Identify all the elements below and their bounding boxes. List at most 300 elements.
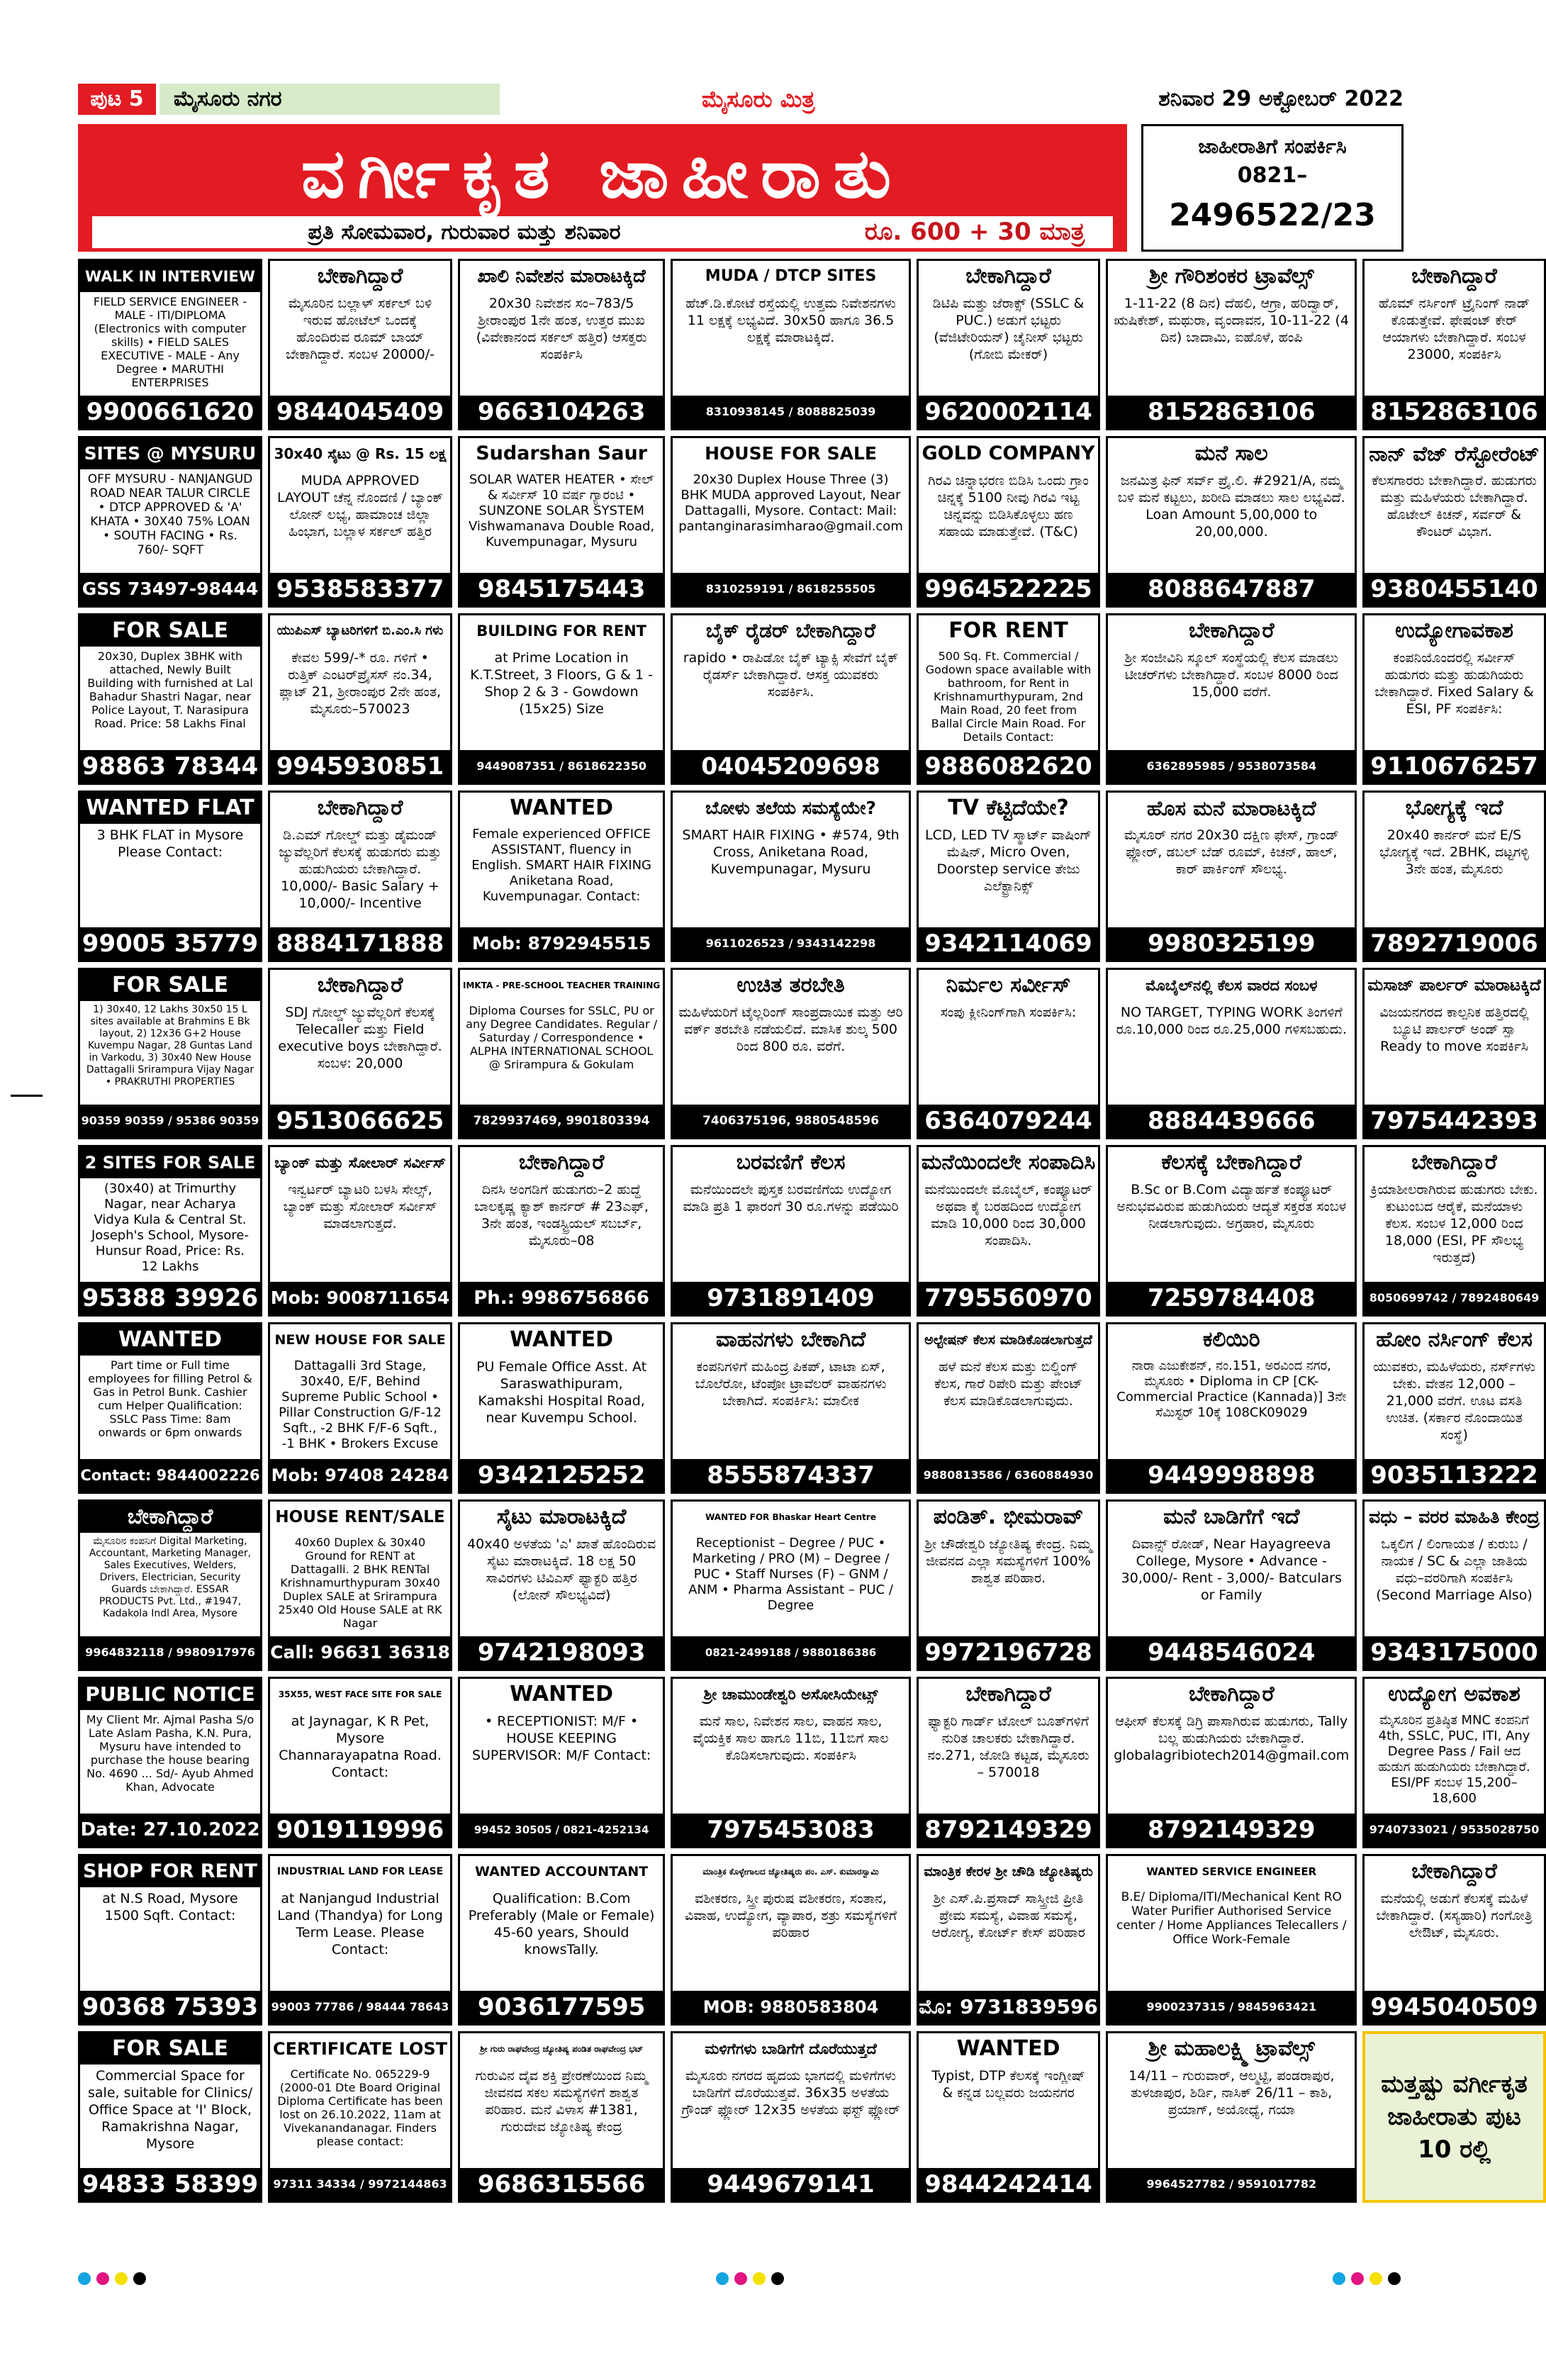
ad-phone-number: 8152863106 [1108, 396, 1355, 428]
newspaper-name: ಮೈಸೂರು ಮಿತ್ರ [702, 86, 815, 113]
ad-phone-number: 9342125252 [460, 1459, 663, 1492]
ad-body: B.E/ Diploma/ITI/Mechanical Kent RO Water Purifier Authorised Service center / Home Appliances Telecallers / Office Work-Female [1116, 1890, 1347, 1947]
ad-body: My Client Mr. Ajmal Pasha S/o Late Aslam Pasha, K.N. Pura, Mysuru have intended to purchase the house bearing No. 4690 ... Sd/- Ayub Ahmed Khan, Advocate [86, 1713, 254, 1794]
ad-body: 20x30 ನಿವೇಶನ ಸಂ–783/5 ಶ್ರೀರಾಂಪುರ 1ನೇ ಹಂತ, ಉತ್ತರ ಮುಖ (ವಿವೇಕಾನಂದ ಸರ್ಕಲ್ ಹತ್ತಿರ) ಆಸಕ್ತರು ಸಂಪರ್ಕಿಸಿ [476, 296, 647, 362]
ad-body: SMART HAIR FIXING • #574, 9th Cross, Aniketana Road, Kuvempunagar, Mysuru [682, 827, 900, 877]
ad-body: ನಾರಾ ಎಜುಕೇಶನ್, ನಂ.151, ಅರವಿಂದ ನಗರ, ಮೈಸೂರು • Diploma in CP [CK- Commercial Practice (Kannada)] 3ನೇ ಸೆಮಿಸ್ಟರ್ 10ಕ್ಕೆ 108CK09029 [1116, 1358, 1347, 1420]
ad-heading: WANTED ACCOUNTANT [475, 1864, 649, 1879]
ad-heading: ನಾನ್ ವೆಜ್ ರೆಸ್ಟೋರೆಂಟ್ [1369, 442, 1540, 466]
ad-body: 3 BHK FLAT in Mysore Please Contact: [96, 827, 244, 860]
ad-phone-number: 95388 39926 [80, 1282, 260, 1314]
ad-heading: GOLD COMPANY [922, 442, 1095, 464]
ad-heading: ಮನೆ ಬಾಡಿಗೆಗೆ ಇದೆ [1163, 1504, 1300, 1529]
classified-ad [458, 436, 665, 608]
ad-body: 20x30 Duplex House Three (3) BHK MUDA approved Layout, Near Dattagalli, Mysore. Contact: Mail: pantanginarasimharao@gmail.com [678, 472, 903, 534]
contact-label: ಜಾಹೀರಾತಿಗೆ ಸಂಪರ್ಕಿಸಿ [1198, 135, 1347, 158]
ad-heading: ಉದ್ಯೋಗಾವಕಾಶ [1395, 618, 1513, 643]
ad-heading: BUILDING FOR RENT [476, 622, 646, 639]
classified-ad [671, 1322, 911, 1494]
classified-ad [1106, 1499, 1357, 1671]
classified-ad [1362, 1499, 1545, 1671]
ad-phone-number: 9945930851 [270, 750, 450, 783]
classified-ad [268, 436, 452, 608]
color-registration-dots-center [716, 2272, 790, 2288]
ad-heading: ಬೇಕಾಗಿದ್ದಾರೆ [317, 264, 403, 289]
ad-body: ವಿಜಯನಗರದ ಕಾಲ್ಪನಿಕ ಹತ್ತಿರದಲ್ಲಿ ಬ್ಯೂಟಿ ಪಾರ್ಲರ್ ಅಂಡ್ ಸ್ಪಾ Ready to move ಸಂಪರ್ಕಿಸಿ [1379, 1005, 1529, 1054]
ad-heading: ಶ್ರೀ ಚಾಮುಂಡೇಶ್ವರಿ ಅಸೋಸಿಯೇಟ್ಸ್ [703, 1686, 878, 1703]
classified-ad [458, 259, 665, 430]
classified-ad [268, 2031, 452, 2203]
ad-body: ಮಹಿಳೆಯರಿಗೆ ಟೈಲ್ಲರಿಂಗ್ ಸಾಂಪ್ರದಾಯಿಕ ಮತ್ತು ಆರಿ ವರ್ಕ್ ತರಬೇತಿ ನಡೆಯಲಿದೆ. ಮಾಸಿಕ ಶುಲ್ಕ 500 ರಿಂದ 800 ರೂ. ವರೆಗೆ. [678, 1005, 903, 1054]
ad-heading: WANTED SERVICE ENGINEER [1146, 1865, 1317, 1878]
classified-ad [917, 2031, 1100, 2203]
ad-heading: ಅಲ್ಟೇಷನ್ ಕೆಲಸ ಮಾಡಿಕೊಡಲಾಗುತ್ತದೆ [924, 1332, 1092, 1348]
ad-body: 20x40 ಕಾರ್ನರ್ ಮನೆ E/S ಭೋಗ್ಯಕ್ಕೆ ಇದೆ. 2BHK, ದಟ್ಟಗಳ್ಳಿ 3ನೇ ಹಂತ, ಮೈಸೂರು [1379, 827, 1529, 877]
ad-heading: WANTED [510, 1327, 614, 1352]
classified-ad [671, 968, 911, 1139]
classified-ad [1106, 1322, 1357, 1494]
section-title: ಮೈಸೂರು ನಗರ [159, 84, 500, 115]
classifieds-masthead [78, 124, 1127, 252]
ad-phone-number: 9972196728 [919, 1636, 1098, 1669]
classified-ad [671, 613, 911, 785]
ad-heading: MUDA / DTCP SITES [705, 267, 877, 285]
classified-ad [1106, 436, 1357, 608]
classified-ad [917, 1677, 1100, 1848]
classified-ad [1106, 2031, 1357, 2203]
ad-phone-number: 8792149329 [1108, 1814, 1355, 1846]
ad-body: OFF MYSURU - NANJANGUD ROAD NEAR TALUR CIRCLE • DTCP APPROVED & 'A' KHATA • 30X40 75% LOAN • SOUTH FACING • Rs. 760/- SQFT [87, 472, 253, 557]
classified-ad [917, 1854, 1100, 2026]
ad-price: ರೂ. 600 + 30 ಮಾತ್ರ [836, 216, 1113, 248]
ad-body: at Prime Location in K.T.Street, 3 Floors, G & 1 - Shop 2 & 3 - Gowdown (15x25) Size [470, 650, 653, 717]
ad-body: 1-11-22 (8 ದಿನ) ದೆಹಲಿ, ಆಗ್ರಾ, ಹರಿದ್ವಾರ್, ಋಷಿಕೇಶ್, ಮಥುರಾ, ವೃಂದಾವನ, 10-11-22 (4 ದಿನ) ಬಾದಾಮಿ, ಐಹೊಳೆ, ಹಂಪಿ [1114, 296, 1349, 345]
ad-body: ಶ್ರೀ ಚೌಡೇಶ್ವರಿ ಜ್ಯೋತಿಷ್ಯ ಕೇಂದ್ರ. ನಿಮ್ಮ ಜೀವನದ ಎಲ್ಲಾ ಸಮಸ್ಯೆಗಳಿಗೆ 100% ಶಾಶ್ವತ ಪರಿಹಾರ. [924, 1536, 1092, 1586]
ad-phone-number: 9611026523 / 9343142298 [673, 927, 909, 960]
classified-ad [1362, 436, 1545, 608]
ad-phone-number: 9342114069 [919, 927, 1098, 960]
classified-ad [917, 790, 1100, 962]
classified-ad [78, 436, 262, 608]
ad-phone-number: 99003 77786 / 98444 78643 [270, 1991, 450, 2023]
ad-body: Part time or Full time employees for filling Petrol & Gas in Petrol Bunk. Cashier cum Helper Qualification: SSLC Pass Time: 8am onwards or 6pm onwards [88, 1358, 252, 1439]
ad-body: ಹಳೆ ಮನೆ ಕೆಲಸ ಮತ್ತು ಬಿಲ್ಡಿಂಗ್ ಕೆಲಸ, ಗಾರೆ ರಿಪೇರಿ ಮತ್ತು ಪೇಂಟ್ ಕೆಲಸ ಮಾಡಿಕೊಡಲಾಗುವುದು. [934, 1359, 1082, 1409]
classified-ad [1106, 1854, 1357, 2026]
ad-phone-number: 7795560970 [919, 1282, 1098, 1314]
ad-body: Dattagalli 3rd Stage, 30x40, E/F, Behind Supreme Public School • Pillar Construction G/F-12 Sqft., -2 BHK F/F-6 Sqft., -1 BHK • Brokers Excuse [279, 1358, 442, 1451]
ad-body: ದಿನಸಿ ಅಂಗಡಿಗೆ ಹುಡುಗರು–2 ಹುದ್ದೆ ಬಾಲಕೃಷ್ಣ ಕ್ಯಾಶ್ ಕಾರ್ನರ್ # 23ಎಫ್, 3ನೇ ಹಂತ, ಇಂಡಸ್ಟ್ರಿಯಲ್ ಸಬರ್ಬ್, ಮೈಸೂರು–08 [474, 1182, 649, 1248]
ad-body: ಗುರುವಿನ ದೈವ ಶಕ್ತಿ ಪ್ರೇರಣೆಯಿಂದ ನಿಮ್ಮ ಜೀವನದ ಸಕಲ ಸಮಸ್ಯೆಗಳಿಗೆ ಶಾಶ್ವತ ಪರಿಹಾರ. ಮನೆ ವಿಳಾಸ #1381, ಗುರುದೇವ ಜ್ಯೋತಿಷ್ಯ ಕೇಂದ್ರ [475, 2068, 648, 2135]
ad-body: ಕಂಪನಿಗಳಿಗೆ ಮಹಿಂದ್ರ ಪಿಕಪ್, ಟಾಟಾ ಏಸ್, ಬೊಲೆರೋ, ಟೆಂಪೋ ಟ್ರಾವೆಲರ್ ವಾಹನಗಳು ಬೇಕಾಗಿದೆ. ಸಂಪರ್ಕಿಸಿ: ಮಾಲೀಕ [695, 1359, 887, 1409]
ad-heading: ಬೇಕಾಗಿದ್ದಾರೆ [1188, 618, 1275, 643]
ad-heading: ಪಂಡಿತ್. ಭೀಮರಾವ್ [933, 1504, 1084, 1529]
ad-phone-number: 8884171888 [270, 927, 450, 960]
ad-heading: ಬೇಕಾಗಿದ್ದಾರೆ [965, 1682, 1051, 1706]
ad-heading: TV ಕೆಟ್ಟಿದೆಯೇ? [948, 795, 1069, 820]
classified-ad [917, 259, 1100, 430]
ad-heading: ಶ್ರೀ ಗುರು ರಾಘವೇಂದ್ರ ಜ್ಯೋತಿಷ್ಯ ಪಂಡಿತ ರಾಘವೇಂದ್ರ ಭಟ್ [480, 2044, 644, 2054]
classified-ad [671, 2031, 911, 2203]
ad-phone-number: Mob: 8792945515 [460, 927, 663, 960]
classified-ad [1106, 613, 1357, 785]
classified-ad [78, 1677, 262, 1848]
ad-body: MUDA APPROVED LAYOUT ಚೆನ್ನ ನೊಂದಣಿ / ಬ್ಯಾಂಕ್ ಲೋನ್ ಲಭ್ಯ, ಹಾಮಾಂಚ ಜಿಲ್ಲಾ ಹಿಂಭಾಗ, ಬಲ್ಲಾಳ ಸರ್ಕಲ್ ಹತ್ತಿರ [277, 473, 444, 540]
ad-heading: WANTED [80, 1324, 260, 1356]
ad-phone-number: 9740733021 / 9535028750 [1365, 1814, 1543, 1846]
ad-phone-number: 6364079244 [919, 1105, 1098, 1137]
ad-body: ಹೆಚ್.ಡಿ.ಕೋಟೆ ರಸ್ತೆಯಲ್ಲಿ ಉತ್ತಮ ನಿವೇಶನಗಳು 11 ಲಕ್ಷಕ್ಕೆ ಲಭ್ಯವಿದೆ. 30x50 ಹಾಗೂ 36.5 ಲಕ್ಷಕ್ಕೆ ಮಾರಾಟಕ್ಕಿದೆ. [685, 296, 896, 345]
ad-phone-number: 9110676257 [1365, 750, 1543, 783]
page-number-badge: ಪುಟ 5 [78, 84, 156, 115]
ad-body: ಕ್ರಿಯಾಶೀಲರಾಗಿರುವ ಹುಡುಗರು ಬೇಕು. ಕುಟುಂಬದ ಆರೈಕೆ, ಮನೆಯಾಳು ಕೆಲಸ. ಸಂಬಳ 12,000 ರಿಂದ 18,000 (ESI, PF ಸೌಲಭ್ಯ ಇರುತ್ತದೆ) [1370, 1182, 1538, 1266]
classified-ad [458, 968, 665, 1139]
ad-body: ಮೈಸೂರ್ ನಗರ 20x30 ದಕ್ಷಿಣ ಫೇಸ್, ಗ್ರಾಂಡ್ ಫ್ಲೋರ್, ಡಬಲ್ ಬೆಡ್ ರೂಮ್, ಕಿಚನ್, ಹಾಲ್, ಕಾರ್ ಪಾರ್ಕಿಂಗ್ ಸೌಲಭ್ಯ. [1124, 827, 1339, 877]
ad-body: 40x60 Duplex & 30x40 Ground for RENT at Dattagalli. 2 BHK RENTal Krishnamurthypuram 30x40 Duplex SALE at Srirampura 25x40 Old House SALE at RK Nagar [278, 1536, 442, 1630]
ad-heading: Sudarshan Saur [476, 442, 648, 464]
ad-heading: ಬೇಕಾಗಿದ್ದಾರೆ [1411, 1150, 1497, 1175]
ad-body: at Jaynagar, K R Pet, Mysore Channarayapatna Road. Contact: [279, 1714, 442, 1780]
ad-heading: SITES @ MYSURU [80, 438, 260, 469]
classified-ad [268, 968, 452, 1139]
ad-heading: ಬ್ಯಾಂಕ್ ಮತ್ತು ಸೋಲಾರ್ ಸರ್ವೀಸ್ [274, 1154, 446, 1171]
ad-heading: ಮಸಾಜ್ ಪಾರ್ಲರ್ ಮಾರಾಟಕ್ಕಿದೆ [1367, 976, 1541, 995]
contact-number: 2496522/23 [1169, 197, 1376, 233]
ad-heading: ಸೈಟು ಮಾರಾಟಕ್ಕಿದೆ [496, 1504, 627, 1529]
ad-phone-number: 7829937469, 9901803394 [460, 1105, 663, 1137]
ad-heading: ಕೆಲಸಕ್ಕೆ ಬೇಕಾಗಿದ್ದಾರೆ [1161, 1150, 1302, 1175]
ad-phone-number: 9035113222 [1365, 1459, 1543, 1492]
ad-heading: ಮೊಬೈಲ್‌ನಲ್ಲಿ ಕೆಲಸ ವಾರದ ಸಂಬಳ [1146, 977, 1318, 994]
ad-body: rapido • ರಾಪಿಡೋ ಬೈಕ್ ಟ್ಯಾಕ್ಸಿ ಸೇವೆಗೆ ಬೈಕ್ ರೈಡರ್ಸ್ ಬೇಕಾಗಿದ್ದಾರೆ. ಆಸಕ್ತ ಯುವಕರು ಸಂಪರ್ಕಿಸಿ. [683, 650, 899, 700]
ad-phone-number: Mob: 97408 24284 [270, 1459, 450, 1492]
ad-heading: ಮನೆಯಿಂದಲೇ ಸಂಪಾದಿಸಿ [921, 1150, 1096, 1175]
ad-phone-number: 9449087351 / 8618622350 [460, 750, 663, 783]
ad-body: ಮೈಸೂರು ನಗರದ ಹೃದಯ ಭಾಗದಲ್ಲಿ ಮಳಿಗೆಗಳು ಬಾಡಿಗೆಗೆ ದೊರೆಯುತ್ತವೆ. 36x35 ಅಳತೆಯ ಗ್ರೌಂಡ್ ಫ್ಲೋರ್ 12x35 ಅಳತೆಯ ಫಸ್ಟ್ ಫ್ಲೋರ್ [681, 2068, 900, 2118]
ad-phone-number: 9513066625 [270, 1105, 450, 1137]
ad-heading: ಮನೆ ಸಾಲ [1194, 441, 1268, 466]
classified-ad [458, 1677, 665, 1848]
ad-body: Female experienced OFFICE ASSISTANT, fluency in English. SMART HAIR FIXING Aniketana Road, Kuvempunagar. Contact: [471, 827, 651, 904]
ad-heading: ಬೇಕಾಗಿದ್ದಾರೆ [317, 795, 403, 820]
ad-body: at Nanjangud Industrial Land (Thandya) for Long Term Lease. Please Contact: [277, 1891, 443, 1957]
ad-heading: SHOP FOR RENT [80, 1856, 260, 1887]
ad-phone-number: 9731891409 [673, 1282, 909, 1314]
ad-heading: ಬೇಕಾಗಿದ್ದಾರೆ [1188, 1682, 1275, 1706]
ad-body: NO TARGET, TYPING WORK ತಿಂಗಳಿಗೆ ರೂ.10,000 ರಿಂದ ರೂ.25,000 ಗಳಿಸಬಹುದು. [1116, 1005, 1347, 1037]
ad-phone-number: 8555874337 [673, 1459, 909, 1492]
ad-body: ಮನೆಯಿಂದಲೇ ಮೊಬೈಲ್, ಕಂಪ್ಯೂಟರ್ ಅಥವಾ ಕೈ ಬರಹದಿಂದ ಉದ್ಯೋಗ ಮಾಡಿ 10,000 ರಿಂದ 30,000 ಸಂಪಾದಿಸಿ. [924, 1182, 1092, 1248]
classified-ad [1362, 1677, 1545, 1848]
ad-heading: WANTED FOR Bhaskar Heart Centre [705, 1512, 876, 1522]
ad-phone-number: Mob: 9008711654 [270, 1282, 450, 1314]
ad-heading: INDUSTRIAL LAND FOR LEASE [276, 1866, 444, 1877]
yellow-dot [753, 2272, 766, 2285]
ad-contact-box [1141, 124, 1404, 252]
ad-heading: ಶ್ರೀ ಮಹಾಲಕ್ಷ್ಮಿ ಟ್ರಾವೆಲ್ಸ್ [1148, 2036, 1315, 2061]
ad-phone-number: 9900237315 / 9845963421 [1108, 1991, 1355, 2023]
ad-phone-number: 8792149329 [919, 1814, 1098, 1846]
ad-body: • RECEPTIONIST: M/F • HOUSE KEEPING SUPERVISOR: M/F Contact: [471, 1714, 651, 1763]
classified-ad [268, 1677, 452, 1848]
classified-ad [268, 1854, 452, 2026]
ad-phone-number: 99452 30505 / 0821-4252134 [460, 1814, 663, 1846]
ad-phone-number: MOB: 9880583804 [673, 1991, 909, 2023]
ad-phone-number: Date: 27.10.2022 [80, 1814, 260, 1846]
ad-body: ಮೈಸೂರಿನ ಪ್ರತಿಷ್ಠಿತ MNC ಕಂಪನಿಗೆ 4th, SSLC, PUC, ITI, Any Degree Pass / Fail ಆದ ಹುಡುಗ ಹುಡುಗಿಯರು ಬೇಕಾಗಿದ್ದಾರೆ. ESI/PF ಸಂಬಳ 15,200–18,600 [1378, 1713, 1530, 1806]
ad-phone-number: 9036177595 [460, 1991, 663, 2023]
cyan-dot [716, 2272, 729, 2285]
contact-std-code: 0821– [1237, 163, 1308, 188]
ad-phone-number: 6362895985 / 9538073584 [1108, 750, 1355, 783]
ad-heading: ಉಚಿತ ತರಬೇತಿ [736, 973, 845, 998]
classified-ad [1362, 1854, 1545, 2026]
classified-ad [1362, 1145, 1545, 1317]
ad-body: 20x30, Duplex 3BHK with attached, Newly Built Building with furnished at Lal Bahadur Shastri Nagar, near Police Layout, T. Narasipura Road. Price: 58 Lakhs Final [87, 649, 253, 730]
ad-heading: ಹೋಂ ನರ್ಸಿಂಗ್ ಕೆಲಸ [1376, 1327, 1533, 1352]
ad-phone-number: Contact: 9844002226 [80, 1459, 260, 1492]
classified-ad [268, 259, 452, 430]
ad-body: LCD, LED TV ಸ್ಮಾರ್ಟ್ ವಾಷಿಂಗ್ ಮೆಷಿನ್, Micro Oven, Doorstep service ತೇಜು ಎಲೆಕ್ಟ್ರಾನಿಕ್ಸ್ [925, 827, 1092, 894]
ad-heading: ಭೋಗ್ಯಕ್ಕೆ ಇದೆ [1405, 795, 1503, 820]
magenta-dot [96, 2272, 109, 2285]
classified-ad [671, 1677, 911, 1848]
ad-body: ಸಂಪು ಕ್ಲೀನಿಂಗ್‌ಗಾಗಿ ಸಂಪರ್ಕಿಸಿ: [940, 1005, 1077, 1020]
classified-ad [458, 613, 665, 785]
classified-ad [1106, 1145, 1357, 1317]
classified-ad [1362, 1322, 1545, 1494]
ad-body: ಹೊಮ್ ನರ್ಸಿಂಗ್ ಟ್ರೈನಿಂಗ್ ನಾಡ್ ಕೊಡುತ್ತೇವೆ. ಫೇಷಂಟ್ ಕೇರ್ ಆಯಾಗಳು ಬೇಕಾಗಿದ್ದಾರೆ. ಸಂಬಳ 23000, ಸಂಪರ್ಕಿಸಿ [1379, 296, 1530, 362]
ad-body: Commercial Space for sale, suitable for Clinics/ Office Space at 'I' Block, Ramakrishna Nagar, Mysore [88, 2068, 253, 2152]
classified-ad [78, 1145, 262, 1317]
ad-heading: ಉದ್ಯೋಗ ಅವಕಾಶ [1388, 1682, 1520, 1706]
ad-phone-number: 9019119996 [270, 1814, 450, 1846]
ad-phone-number: 9964527782 / 9591017782 [1108, 2168, 1355, 2201]
ad-heading: WANTED [510, 1682, 614, 1706]
classified-ad [78, 1499, 262, 1671]
ad-body: ದಿವಾನ್ಸ್ ರೋಡ್, Near Hayagreeva College, Mysore • Advance - 30,000/- Rent - 3,000/- Batculars or Family [1121, 1536, 1342, 1603]
ad-phone-number: 8088647887 [1108, 573, 1355, 605]
ad-heading: 30x40 ಸೈಟು @ Rs. 15 ಲಕ್ಷ [274, 445, 447, 462]
cyan-dot [1333, 2272, 1345, 2285]
ad-heading: ಬೇಕಾಗಿದ್ದಾರೆ [518, 1150, 605, 1175]
classified-ad [458, 2031, 665, 2203]
ad-phone-number: 8152863106 [1365, 396, 1543, 428]
ad-heading: ನಿರ್ಮಲ ಸರ್ವೀಸ್ [946, 973, 1071, 998]
ad-phone-number: 9343175000 [1365, 1636, 1543, 1669]
ad-heading: ಬೋಳು ತಲೆಯ ಸಮಸ್ಯೆಯೇ? [705, 798, 876, 818]
ad-heading: PUBLIC NOTICE [80, 1679, 260, 1710]
ad-body: SOLAR WATER HEATER • ಸೇಲ್ & ಸರ್ವೀಸ್ 10 ವರ್ಷ ಗ್ಯಾರಂಟಿ • SUNZONE SOLAR SYSTEM Vishwamanava Double Road, Kuvempunagar, Mysuru [469, 472, 655, 549]
ad-body: SDJ ಗೋಲ್ಡ್ ಜ್ಯುವೆಲ್ಲರಿಗೆ ಕೆಲಸಕ್ಕೆ Telecaller ಮತ್ತು Field executive boys ಬೇಕಾಗಿದ್ದಾರೆ. ಸಂಬಳ: 20,000 [278, 1005, 442, 1071]
black-dot [771, 2272, 784, 2285]
ad-heading: ಮಾಂತ್ರಿಕ ಕೊಳ್ಳೇಗಾಲದ ಜ್ಯೋತಿಷ್ಯರು ಪಂ. ಎಸ್. ಕುಮಾರಸ್ವಾಮಿ [702, 1867, 879, 1877]
ad-phone-number: 9880813586 / 6360884930 [919, 1459, 1098, 1492]
ad-phone-number: 8050699742 / 7892480649 [1365, 1282, 1543, 1314]
classified-ad [1362, 613, 1545, 785]
ad-heading: ಬೇಕಾಗಿದ್ದಾರೆ [317, 973, 403, 998]
classified-ad [917, 1322, 1100, 1494]
ad-body: ಜನಮಿತ್ರ ಫಿನ್ ಸರ್ವ್ ಪ್ರೈ.ಲಿ. #2921/A, ನಮ್ಮ ಬಳಿ ಮನೆ ಕಟ್ಟಲು, ಖರೀದಿ ಮಾಡಲು ಸಾಲ ಲಭ್ಯವಿದೆ. Loan Amount 5,00,000 to 20,00,000. [1117, 473, 1345, 540]
ad-phone-number: 9845175443 [460, 573, 663, 605]
ad-phone-number: 9980325199 [1108, 927, 1355, 960]
classified-ad [671, 436, 911, 608]
ad-heading: IMKTA - PRE-SCHOOL TEACHER TRAINING [463, 981, 661, 990]
ad-body: ಡಿಟಿಪಿ ಮತ್ತು ಜೆರಾಕ್ಸ್ (SSLC & PUC.) ಅಡುಗೆ ಭಟ್ಟರು (ವೆಜಿಟೇರಿಯನ್) ಚೈನೀಸ್ ಭಟ್ಟರು (ಗೋಬಿ ಮೇಕರ್) [932, 296, 1085, 362]
classified-ad [1106, 259, 1357, 430]
ad-phone-number: 94833 58399 [80, 2168, 260, 2201]
ad-body: FIELD SERVICE ENGINEER - MALE - ITI/DIPLOMA (Electronics with computer skills) • FIELD SALES EXECUTIVE - MALE - Any Degree • MARUTHI ENTERPRISES [93, 295, 247, 389]
ad-phone-number: 8884439666 [1108, 1105, 1355, 1137]
ad-body: ಇನ್ವರ್ಟರ್ ಬ್ಯಾಟರಿ ಬಳಸಿ ಸೇಲ್ಸ್, ಬ್ಯಾಂಕ್ ಮತ್ತು ಸೋಲಾರ್ ಸರ್ವೀಸ್ ಮಾಡಲಾಗುತ್ತದೆ. [283, 1182, 437, 1231]
classified-ads-grid [78, 259, 1541, 2380]
ad-body: 1) 30x40, 12 Lakhs 30x50 15 L sites available at Brahmins E Bk layout, 2) 12x36 G+2 House Kuvempu Nagar, 28 Guntas Land in Varkodu, 3) 30x40 New House Dattagalli Srirampura Vijay Nagar • PRAKRUTHI PROPERTIES [86, 1004, 254, 1088]
ad-heading: HOUSE RENT/SALE [275, 1508, 445, 1526]
ad-phone-number: 9964522225 [919, 573, 1098, 605]
ad-phone-number: Ph.: 9986756866 [460, 1282, 663, 1314]
ad-phone-number: 90368 75393 [80, 1991, 260, 2023]
classified-ad [1106, 1677, 1357, 1848]
classified-ad [78, 1322, 262, 1494]
ad-heading: FOR RENT [948, 618, 1068, 643]
ad-phone-number: 9620002114 [919, 396, 1098, 428]
color-registration-dots-left [78, 2272, 152, 2288]
ad-body: ಫ್ಯಾಕ್ಟರಿ ಗಾರ್ಡ್ ಟೋಲ್ ಬೂತ್‌ಗಳಿಗೆ ನುರಿತ ಚಾಲಕರು ಬೇಕಾಗಿದ್ದಾರೆ. ನಂ.271, ಜೋಡಿ ಕಟ್ಟಡ, ಮೈಸೂರು – 570018 [927, 1714, 1090, 1780]
ad-body: Certificate No. 065229-9 (2000-01 Dte Board Original Diploma Certificate has been lost on 26.10.2022, 11am at Vivekanandanagar. Finders please contact: [277, 2067, 443, 2148]
ad-heading: ಮಾಂತ್ರಿಕ ಕೇರಳ ಶ್ರೀ ಚೌಡಿ ಜ್ಯೋತಿಷ್ಯರು [924, 1864, 1093, 1879]
classified-ad [78, 259, 262, 430]
ad-heading: ಶ್ರೀ ಗೌರಿಶಂಕರ ಟ್ರಾವೆಲ್ಸ್ [1148, 264, 1314, 289]
classified-ad [671, 790, 911, 962]
ad-body: ಮೈಸೂರಿನ ಬಲ್ಲಾಳ್ ಸರ್ಕಲ್ ಬಳಿ ಇರುವ ಹೋಟೆಲ್ ಒಂದಕ್ಕೆ ಹೊಂದಿರುವ ರೂಮ್ ಬಾಯ್ ಬೇಕಾಗಿದ್ದಾರೆ. ಸಂಬಳ 20000/- [286, 296, 435, 362]
ad-phone-number: 8310938145 / 8088825039 [673, 396, 909, 428]
ad-body: B.Sc or B.Com ವಿದ್ಯಾರ್ಹತೆ ಕಂಪ್ಯೂಟರ್ ಅನುಭವವಿರುವ ಹುಡುಗಿಯರು ಆದ್ಯತೆ ಸಕ್ತರತ ಸಂಬಳ ನೀಡಲಾಗುವುದು. ಅಗ್ರಹಾರ, ಮೈಸೂರು [1116, 1182, 1347, 1231]
ad-body: Diploma Courses for SSLC, PU or any Degree Candidates. Regular / Saturday / Correspondence • ALPHA INTERNATIONAL SCHOOL @ Srirampura & Gokulam [466, 1004, 658, 1071]
ad-phone-number: 9538583377 [270, 573, 450, 605]
classified-ad [268, 1145, 452, 1317]
ad-phone-number: 9742198093 [460, 1636, 663, 1669]
ad-phone-number: Call: 96631 36318 [270, 1636, 450, 1669]
black-dot [133, 2272, 146, 2285]
classified-ad [78, 2031, 262, 2203]
ad-heading: ವಧು – ವರರ ಮಾಹಿತಿ ಕೇಂದ್ರ [1369, 1507, 1540, 1527]
ad-heading: ಬೇಕಾಗಿದ್ದಾರೆ [965, 264, 1051, 289]
ad-phone-number: 7259784408 [1108, 1282, 1355, 1314]
classified-ad [917, 1499, 1100, 1671]
classified-ad [917, 613, 1100, 785]
ad-heading: ಮಳಿಗೆಗಳು ಬಾಡಿಗೆಗೆ ದೊರೆಯುತ್ತದೆ [705, 2040, 877, 2057]
ad-phone-number: 9844045409 [270, 396, 450, 428]
ad-phone-number: 9686315566 [460, 2168, 663, 2201]
classified-ad [917, 436, 1100, 608]
ad-phone-number: 90359 90359 / 95386 90359 [80, 1105, 260, 1137]
classified-ad [268, 613, 452, 785]
ad-heading: CERTIFICATE LOST [273, 2039, 448, 2059]
ad-heading: WANTED [956, 2036, 1060, 2061]
ad-phone-number: 8310259191 / 8618255505 [673, 573, 909, 605]
classified-ad [458, 1499, 665, 1671]
ad-phone-number: 9449679141 [673, 2168, 909, 2201]
ad-heading: NEW HOUSE FOR SALE [274, 1332, 446, 1348]
ad-phone-number: 9663104263 [460, 396, 663, 428]
ad-heading: ಬೇಕಾಗಿದ್ದಾರೆ [80, 1502, 260, 1533]
classified-ad [671, 1145, 911, 1317]
ad-body: 500 Sq. Ft. Commercial / Godown space available with bathroom, for Rent in Krishnamurthypuram, 2nd Main Road, 20 feet from Ballal Circle Main Road. For Details Contact: [925, 649, 1092, 744]
ad-heading: FOR SALE [80, 2033, 260, 2065]
ad-heading: ವಾಹನಗಳು ಬೇಕಾಗಿದೆ [715, 1327, 866, 1352]
ad-body: ಯುವಕರು, ಮಹಿಳೆಯರು, ನರ್ಸ್‌ಗಳು ಬೇಕು. ವೇತನ 12,000 – 21,000 ವರೆಗೆ. ಊಟ ವಸತಿ ಉಚಿತ. (ಸರ್ಕಾರ ನೊಂದಾಯಿತ ಸಂಸ್ಥೆ) [1373, 1359, 1535, 1443]
classified-ad [458, 1322, 665, 1494]
page-header [78, 84, 1404, 115]
ad-phone-number: 97311 34334 / 9972144863 [270, 2168, 450, 2201]
ad-body: ಡಿ.ಎಮ್ ಗೋಲ್ಡ್ ಮತ್ತು ಡೈಮಂಡ್ ಜ್ಯುವೆಲ್ಲರಿಗೆ ಕೆಲಸಕ್ಕೆ ಹುಡುಗರು ಮತ್ತು ಹುಡುಗಿಯರು ಬೇಕಾಗಿದ್ದಾರೆ. 10,000/- Basic Salary + 10,000/- Incentive [279, 827, 442, 911]
ad-heading: ಹೊಸ ಮನೆ ಮಾರಾಟಕ್ಕಿದೆ [1146, 796, 1316, 820]
ad-phone-number: 9900661620 [80, 396, 260, 428]
classified-ad [671, 1499, 911, 1671]
ad-body: ಶ್ರೀ ಎಸ್.ಪಿ.ಪ್ರಸಾದ್ ಸಾಸ್ತ್ರೀಜಿ ಪ್ರೀತಿ ಪ್ರೇಮ ಸಮಸ್ಯೆ, ವಿವಾಹ ಸಮಸ್ಯೆ, ಆರೋಗ್ಯ, ಕೋರ್ಟ್ ಕೇಸ್ ಪರಿಹಾರ [931, 1891, 1085, 1940]
ad-phone-number: 7892719006 [1365, 927, 1543, 960]
classified-ad [78, 1854, 262, 2026]
ad-phone-number: 9886082620 [919, 750, 1098, 783]
cyan-dot [78, 2272, 91, 2285]
classified-ad [78, 968, 262, 1139]
ad-phone-number: 98863 78344 [80, 750, 260, 783]
ad-body: 40x40 ಅಳತೆಯ 'ಎ' ಖಾತೆ ಹೊಂದಿರುವ ಸೈಟು ಮಾರಾಟಕ್ಕಿದೆ. 18 ಲಕ್ಷ 50 ಸಾವಿರಗಳು ಟಿವಿಎಸ್ ಫ್ಯಾಕ್ಟರಿ ಹತ್ತಿರ (ಲೋನ್ ಸೌಲಭ್ಯವಿದೆ) [467, 1536, 656, 1603]
ad-heading: WALK IN INTERVIEW [80, 261, 260, 292]
ad-body: ಕೆಲಸಗಾರರು ಬೇಕಾಗಿದ್ದಾರೆ. ಹುಡುಗರು ಮತ್ತು ಮಹಿಳೆಯರು ಬೇಕಾಗಿದ್ದಾರೆ. ಹೊಟೇಲ್ ಕಿಚನ್, ಸರ್ವರ್ & ಕೌಂಟರ್ ವಿಭಾಗ. [1372, 473, 1537, 540]
ad-phone-number: 9945040509 [1365, 1991, 1543, 2023]
ad-body: ಒಕ್ಕಲಿಗ / ಲಿಂಗಾಯತ / ಕುರುಬ / ನಾಯಕ / SC & ಎಲ್ಲಾ ಜಾತಿಯ ವಧು–ವರರಿಗಾಗಿ ಸಂಪರ್ಕಿಸಿ (Second Marriage Also) [1376, 1536, 1533, 1603]
ad-phone-number: 7975453083 [673, 1814, 909, 1846]
classified-ad [917, 1145, 1100, 1317]
ad-phone-number: 9449998898 [1108, 1459, 1355, 1492]
ad-phone-number: 9964832118 / 9980917976 [80, 1636, 260, 1669]
ad-body: Qualification: B.Com Preferably (Male or Female) 45-60 years, Should knowsTally. [468, 1891, 655, 1957]
ad-phone-number: 7975442393 [1365, 1105, 1543, 1137]
ad-heading: 2 SITES FOR SALE [80, 1147, 260, 1178]
ad-heading: WANTED FLAT [80, 793, 260, 824]
ad-phone-number: 0821-2499188 / 9880186386 [673, 1636, 909, 1669]
ad-heading: ಬೈಕ್ ರೈಡರ್ ಬೇಕಾಗಿದ್ದಾರೆ [705, 619, 876, 642]
magenta-dot [1351, 2272, 1364, 2285]
masthead-title: ವರ್ಗೀಕೃತ ಜಾಹೀರಾತು [301, 134, 904, 213]
ad-body: ಕೇವಲ 599/-* ರೂ. ಗಳಿಗೆ • ರುತ್ತಿಕ್ ಎಂಟರ್‌ಪ್ರೈಸಸ್ ನಂ.34, ಪ್ಲಾಟ್ 21, ಶ್ರೀರಾಂಪುರ 2ನೇ ಹಂತ, ಮೈಸೂರು–570023 [279, 650, 442, 717]
classified-ad [458, 790, 665, 962]
ad-heading: FOR SALE [80, 970, 260, 1001]
yellow-dot [115, 2272, 128, 2285]
ad-phone-number: 7406375196, 9880548596 [673, 1105, 909, 1137]
magenta-dot [734, 2272, 747, 2285]
classified-ad [458, 1145, 665, 1317]
issue-date: ಶನಿವಾರ 29 ಅಕ್ಟೋಬರ್ 2022 [1158, 86, 1404, 111]
ad-heading: ಬರವಣಿಗೆ ಕೆಲಸ [736, 1150, 846, 1175]
classified-ad [458, 1854, 665, 2026]
ad-body: ಮತ್ತಷ್ಟು ವರ್ಗೀಕೃತ ಜಾಹೀರಾತು ಪುಟ 10 ರಲ್ಲಿ [1381, 2070, 1528, 2164]
ad-body: ಮನೆಯಿಂದಲೇ ಪುಸ್ತಕ ಬರವಣಿಗೆಯ ಉದ್ಯೋಗ ಮಾಡಿ ಪ್ರತಿ 1 ಫಾರಂಗೆ 30 ರೂ.ಗಳನ್ನು ಪಡೆಯಿರಿ [683, 1182, 899, 1214]
classified-ad [1106, 968, 1357, 1139]
ad-body: ಕಂಪನಿಯೊಂದರಲ್ಲಿ ಸರ್ವೀಸ್ ಹುಡುಗರು ಮತ್ತು ಹುಡುಗಿಯರು ಬೇಕಾಗಿದ್ದಾರೆ. Fixed Salary & ESI, PF ಸಂಪರ್ಕಿಸಿ: [1374, 650, 1534, 717]
margin-mark [11, 1095, 43, 1097]
ad-phone-number: 04045209698 [673, 750, 909, 783]
classified-ad [1362, 259, 1545, 430]
classified-ad [268, 1322, 452, 1494]
ad-phone-number: ಮೊ: 9731839596 [919, 1991, 1098, 2023]
ad-heading: ಯುಪಿಎಸ್ ಬ್ಯಾಟರಿಗಳಿಗೆ ಬಿ.ಎಂ.ಸಿ ಗಳು [276, 623, 444, 638]
ad-heading: ಬೇಕಾಗಿದ್ದಾರೆ [1411, 264, 1497, 289]
ad-body: 14/11 – ಗುರುವಾರ್, ಆಲ್ಮಟ್ಟಿ, ಪಂಡರಾಪುರ, ತುಳಜಾಪುರ, ಶಿರ್ಡಿ, ನಾಸಿಕ್ 26/11 – ಕಾಶಿ, ಪ್ರಯಾಗ್, ಅಯೋಧ್ಯೆ, ಗಯಾ [1128, 2068, 1335, 2118]
classified-ad [268, 790, 452, 962]
classified-ad [1362, 2031, 1545, 2203]
publication-days: ಪ್ರತಿ ಸೋಮವಾರ, ಗುರುವಾರ ಮತ್ತು ಶನಿವಾರ [92, 216, 836, 248]
